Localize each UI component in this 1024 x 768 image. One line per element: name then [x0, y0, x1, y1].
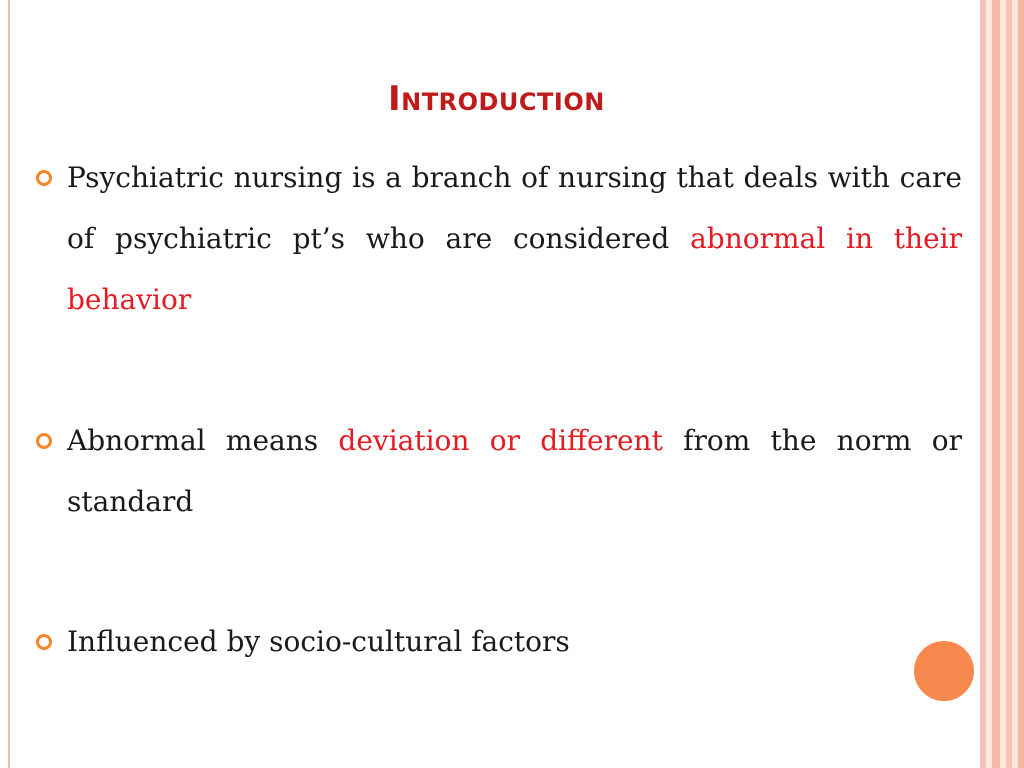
bullet-2-text-after: from the norm or standard — [67, 424, 963, 518]
bullet-2-text-before: Abnormal means — [67, 424, 339, 457]
bullet-item-3 — [67, 611, 962, 672]
bullet-item-1 — [67, 147, 962, 330]
bullet-item-2 — [67, 410, 962, 532]
bullet-2-highlight: deviation or different — [338, 424, 663, 457]
bullet-icon — [36, 170, 52, 186]
bullet-1-text: Psychiatric nursing is a branch of nursing that deals with care of psychiatric pt’s who are considered — [67, 161, 962, 255]
left-border-line — [8, 0, 10, 768]
orange-circle-decoration — [914, 641, 974, 701]
bullet-icon — [36, 634, 52, 650]
bullet-1-highlight: abnormal in their behavior — [67, 222, 963, 316]
bullet-icon — [36, 433, 52, 449]
slide-title: Introduction — [388, 79, 605, 119]
right-border-band — [980, 0, 1024, 768]
bullet-3-text: Influenced by socio-cultural factors — [67, 625, 570, 658]
